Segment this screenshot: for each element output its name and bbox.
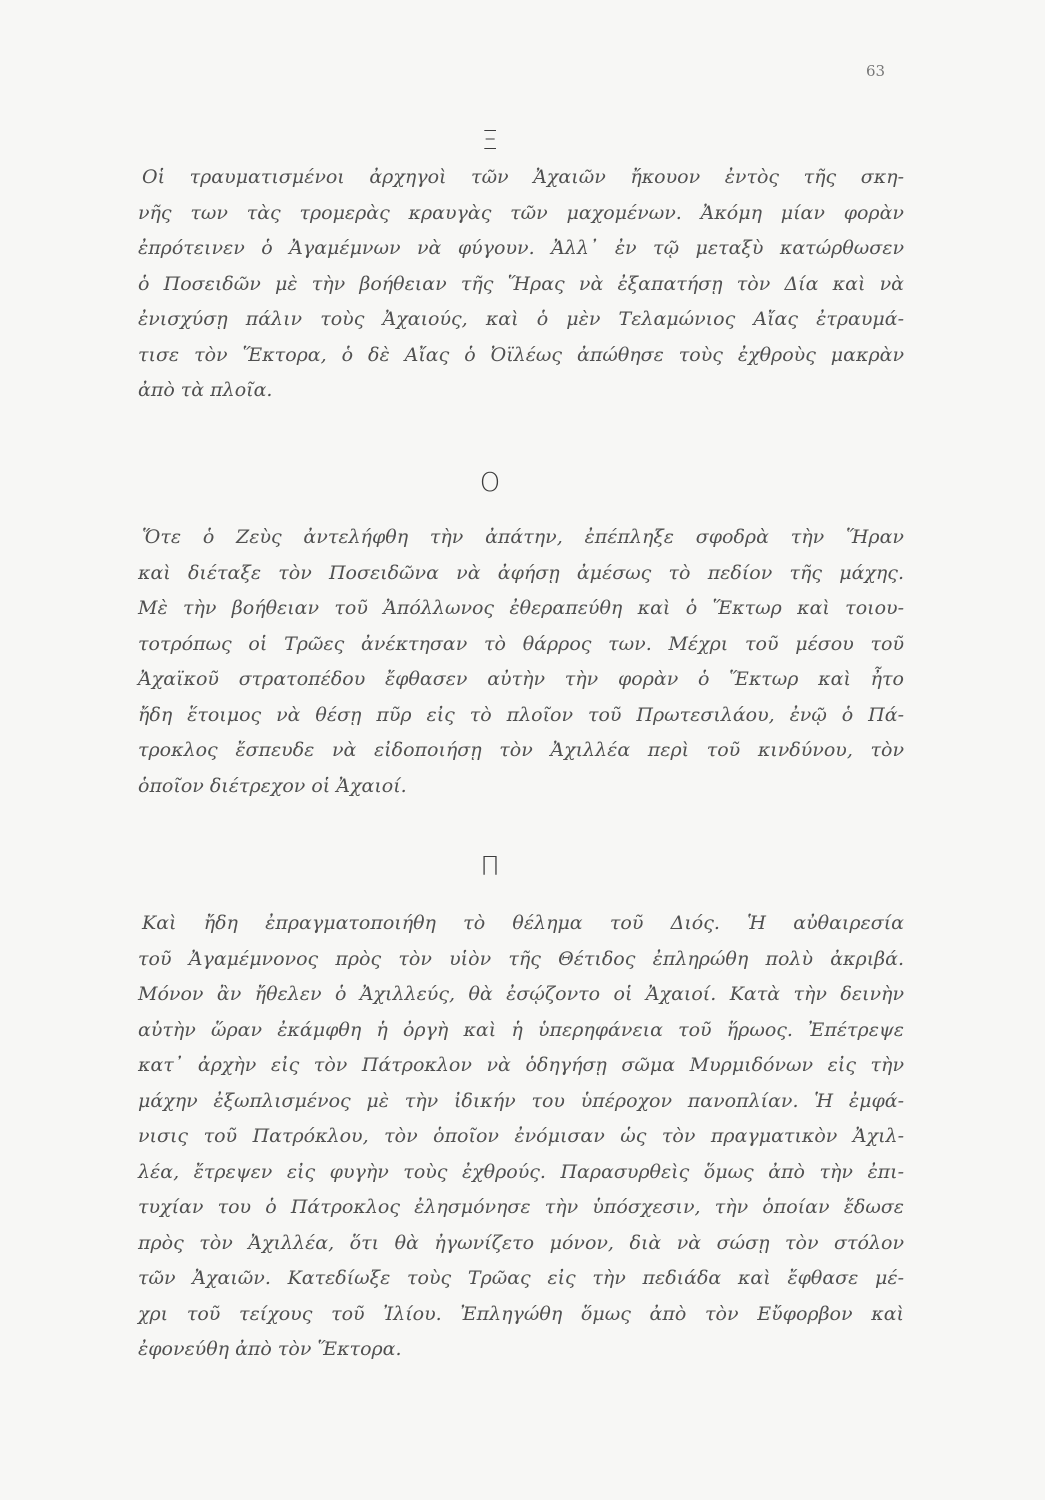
text-line: Ὅτε ὁ Ζεὺς ἀντελήφθη τὴν ἀπάτην, ἐπέπληξε σφοδρὰ τὴν Ἥραν [142,526,904,548]
section-pi-paragraph [138,906,904,1368]
text-line: καὶ διέταξε τὸν Ποσειδῶνα νὰ ἀφήσῃ ἀμέσως τὸ πεδίον τῆς μάχης. [138,561,904,584]
text-line: μάχην ἐξωπλισμένος μὲ τὴν ἰδικήν του ὑπέροχον πανοπλίαν. Ἡ ἐμφά- [138,1089,904,1112]
text-line: τροκλος ἔσπευδε νὰ εἰδοποιήσῃ τὸν Ἀχιλλέα περὶ τοῦ κινδύνου, τὸν [138,739,904,761]
section-heading-omicron: Ο [479,468,501,498]
text-line: νῆς των τὰς τρομερὰς κραυγὰς τῶν μαχομένων. Ἀκόμη μίαν φορὰν [138,201,904,224]
text-line: Μόνον ἂν ἤθελεν ὁ Ἀχιλλεύς, θὰ ἐσῴζοντο οἱ Ἀχαιοί. Κατὰ τὴν δεινὴν [138,983,904,1005]
section-xi-paragraph [138,160,904,409]
text-line: πρὸς τὸν Ἀχιλλέα, ὅτι θὰ ἠγωνίζετο μόνον, διὰ νὰ σώσῃ τὸν στόλον [138,1231,904,1254]
text-line: ἤδη ἕτοιμος νὰ θέσῃ πῦρ εἰς τὸ πλοῖον τοῦ Πρωτεσιλάου, ἐνῷ ὁ Πά- [138,703,904,726]
text-line: Μὲ τὴν βοήθειαν τοῦ Ἀπόλλωνος ἐθεραπεύθη καὶ ὁ Ἕκτωρ καὶ τοιου- [138,597,904,619]
section-omicron-paragraph [138,520,904,804]
text-line: λέα, ἔτρεψεν εἰς φυγὴν τοὺς ἐχθρούς. Παρασυρθεὶς ὅμως ἀπὸ τὴν ἐπι- [138,1160,904,1183]
text-line: Οἱ τραυματισμένοι ἀρχηγοὶ τῶν Ἀχαιῶν ἤκουον ἐντὸς τῆς σκη- [142,166,904,188]
text-line: ὁ Ποσειδῶν μὲ τὴν βοήθειαν τῆς Ἥρας νὰ ἐξαπατήσῃ τὸν Δία καὶ νὰ [138,272,904,295]
page-number: 63 [866,62,886,80]
text-line: αὐτὴν ὥραν ἐκάμφθη ἡ ὀργὴ καὶ ἡ ὑπερηφάνεια τοῦ ἥρωος. Ἐπέτρεψε [138,1018,904,1041]
text-line: χρι τοῦ τείχους τοῦ Ἰλίου. Ἐπληγώθη ὅμως ἀπὸ τὸν Εὔφορβον καὶ [138,1302,904,1325]
text-line: ἐπρότεινεν ὁ Ἀγαμέμνων νὰ φύγουν. Ἀλλ᾽ ἐν τῷ μεταξὺ κατώρθωσεν [138,237,904,259]
text-line: νισις τοῦ Πατρόκλου, τὸν ὁποῖον ἐνόμισαν ὡς τὸν πραγματικὸν Ἀχιλ- [138,1125,904,1147]
section-heading-xi: Ξ [481,126,499,156]
text-line: τοῦ Ἀγαμέμνονος πρὸς τὸν υἱὸν τῆς Θέτιδος ἐπληρώθη πολὺ ἀκριβά. [138,947,904,970]
text-line: ἀπὸ τὰ πλοῖα. [138,379,273,401]
text-line: τισε τὸν Ἕκτορα, ὁ δὲ Αἴας ὁ Ὀϊλέως ἀπώθησε τοὺς ἐχθροὺς μακρὰν [138,343,904,366]
text-line: Καὶ ἤδη ἐπραγματοποιήθη τὸ θέλημα τοῦ Διός. Ἡ αὐθαιρεσία [142,912,904,934]
text-line: κατ᾽ ἀρχὴν εἰς τὸν Πάτροκλον νὰ ὁδηγήσῃ σῶμα Μυρμιδόνων εἰς τὴν [138,1054,904,1076]
text-line: ἐφονεύθη ἀπὸ τὸν Ἕκτορα. [138,1338,402,1360]
text-line: ἐνισχύσῃ πάλιν τοὺς Ἀχαιούς, καὶ ὁ μὲν Τελαμώνιος Αἴας ἐτραυμά- [138,308,904,330]
text-line: ὁποῖον διέτρεχον οἱ Ἀχαιοί. [138,774,407,797]
text-line: τυχίαν του ὁ Πάτροκλος ἐλησμόνησε τὴν ὑπόσχεσιν, τὴν ὁποίαν ἔδωσε [138,1196,904,1218]
text-line: τοτρόπως οἱ Τρῶες ἀνέκτησαν τὸ θάρρος των. Μέχρι τοῦ μέσου τοῦ [138,632,904,655]
text-line: Ἀχαϊκοῦ στρατοπέδου ἔφθασεν αὐτὴν τὴν φορὰν ὁ Ἕκτωρ καὶ ἦτο [138,668,904,690]
section-heading-pi: Π [480,852,500,882]
text-line: τῶν Ἀχαιῶν. Κατεδίωξε τοὺς Τρῶας εἰς τὴν πεδιάδα καὶ ἔφθασε μέ- [138,1267,904,1289]
